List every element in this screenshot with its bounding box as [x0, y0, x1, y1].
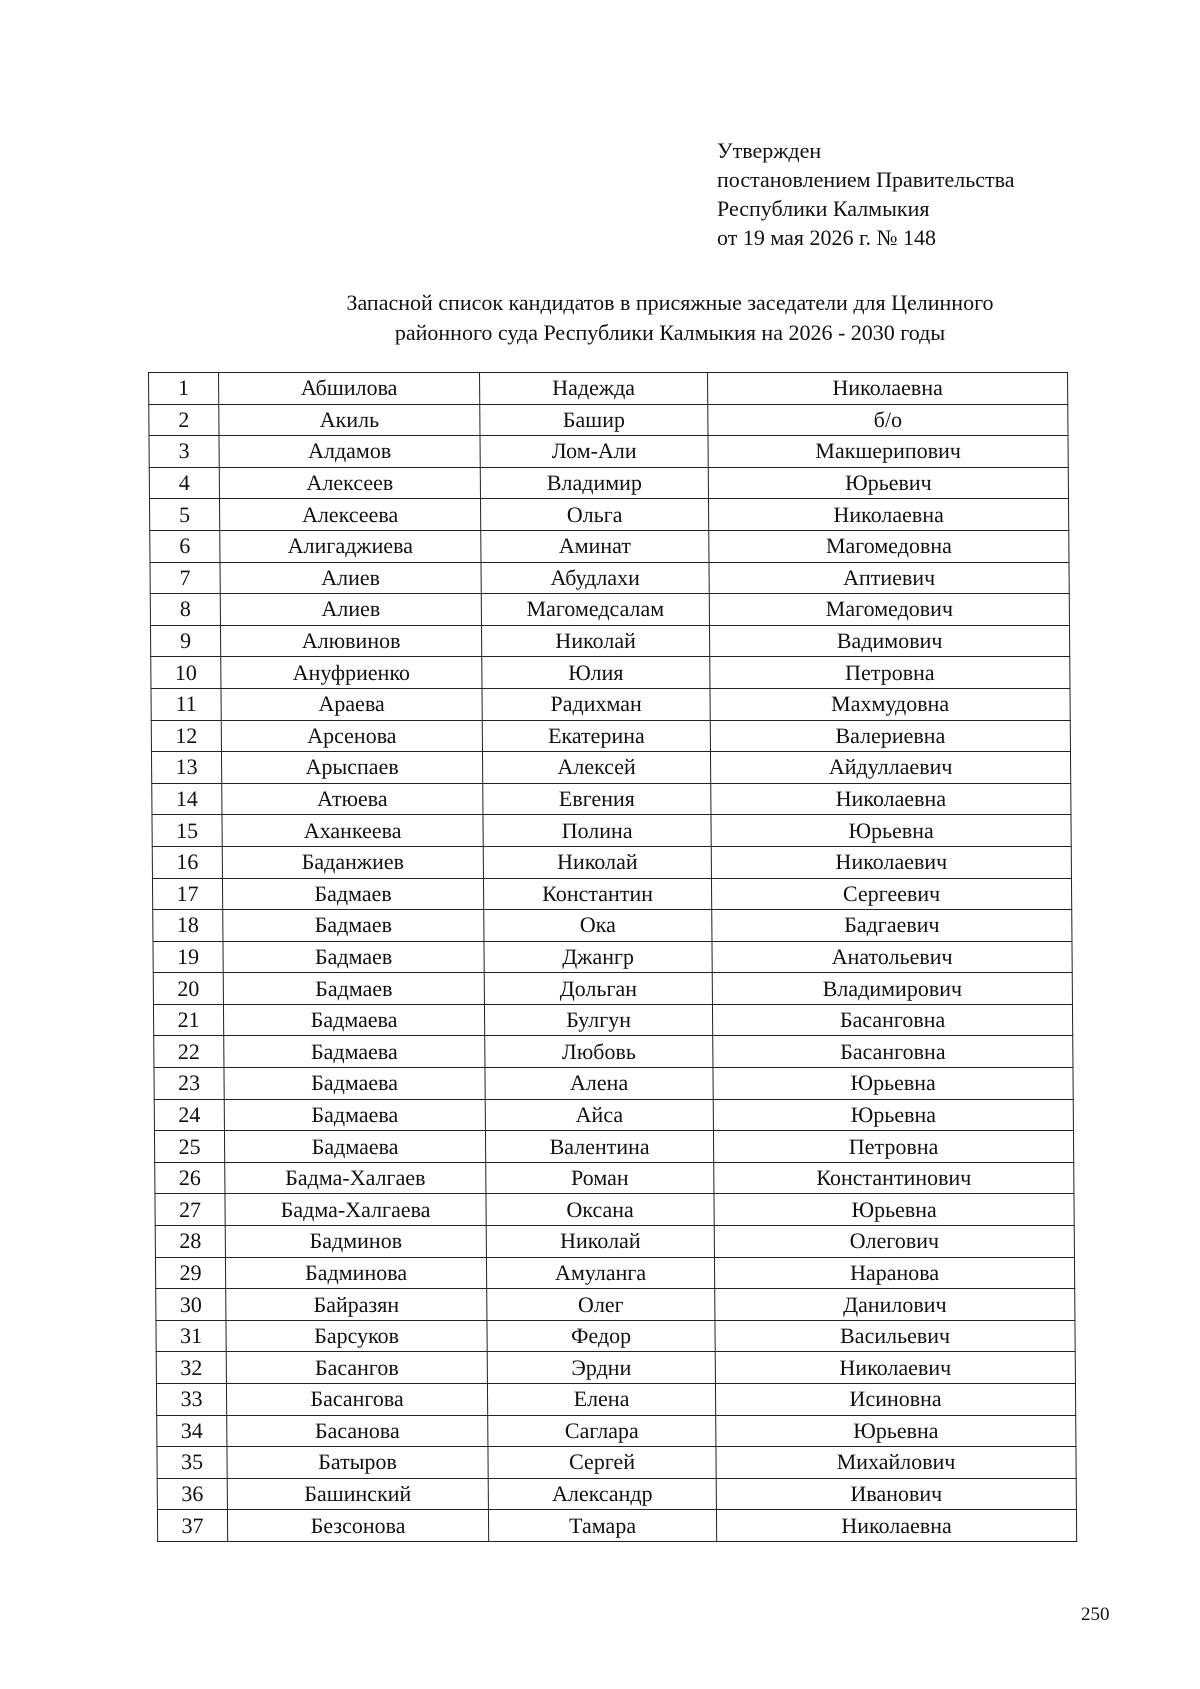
first-name-cell: Владимир: [480, 467, 708, 499]
first-name-cell: Булгун: [484, 1004, 712, 1036]
table-row: [152, 783, 1071, 815]
patronymic-cell: Исиновна: [715, 1384, 1075, 1416]
patronymic-cell: Анатольевич: [712, 941, 1072, 973]
title-line-2: районного суда Республики Калмыкия на 2026 - 2030 годы: [394, 320, 946, 345]
last-name-cell: Алювинов: [220, 625, 481, 657]
first-name-cell: Надежда: [480, 373, 708, 405]
patronymic-cell: Николаевна: [716, 1510, 1076, 1542]
row-number-cell: 29: [155, 1257, 225, 1289]
last-name-cell: Басангова: [226, 1384, 487, 1416]
last-name-cell: Башинский: [227, 1478, 488, 1510]
table-row: [149, 436, 1068, 468]
document-title: [130, 288, 1200, 348]
patronymic-cell: Юрьевна: [713, 1068, 1073, 1100]
table-row: [157, 1447, 1076, 1479]
first-name-cell: Эрдни: [487, 1352, 715, 1384]
last-name-cell: Ануфриенко: [221, 657, 482, 689]
approval-line-3: Республики Калмыкия: [717, 196, 930, 221]
first-name-cell: Юлия: [482, 657, 710, 689]
table-row: [150, 562, 1069, 594]
table-row: [157, 1415, 1076, 1447]
patronymic-cell: Валериевна: [710, 720, 1070, 752]
patronymic-cell: Васильевич: [715, 1320, 1075, 1352]
table-row: [149, 373, 1068, 405]
last-name-cell: Баданжиев: [222, 846, 483, 878]
first-name-cell: Екатерина: [482, 720, 710, 752]
patronymic-cell: Владимирович: [712, 973, 1072, 1005]
row-number-cell: 12: [151, 720, 221, 752]
patronymic-cell: Юрьевич: [708, 467, 1068, 499]
last-name-cell: Араева: [221, 688, 482, 720]
first-name-cell: Джангр: [484, 941, 712, 973]
patronymic-cell: Басанговна: [713, 1036, 1073, 1068]
candidates-table: [148, 372, 1077, 1542]
patronymic-cell: Николаевич: [711, 846, 1071, 878]
table-row: [152, 846, 1071, 878]
patronymic-cell: Николаевна: [711, 783, 1071, 815]
patronymic-cell: Наранова: [714, 1257, 1074, 1289]
table-row: [152, 878, 1071, 910]
patronymic-cell: Вадимович: [709, 625, 1069, 657]
table-row: [151, 657, 1070, 689]
patronymic-cell: Михайлович: [716, 1447, 1076, 1479]
first-name-cell: Тамара: [488, 1510, 716, 1542]
patronymic-cell: Аптиевич: [709, 562, 1069, 594]
table-row: [149, 467, 1068, 499]
row-number-cell: 24: [154, 1099, 224, 1131]
row-number-cell: 30: [156, 1289, 226, 1321]
row-number-cell: 32: [156, 1352, 226, 1384]
patronymic-cell: Петровна: [713, 1131, 1073, 1163]
patronymic-cell: Николаевна: [708, 373, 1068, 405]
patronymic-cell: Махмудовна: [710, 688, 1070, 720]
row-number-cell: 9: [150, 625, 220, 657]
patronymic-cell: Юрьевна: [711, 815, 1071, 847]
table-row: [154, 1068, 1073, 1100]
first-name-cell: Константин: [483, 878, 711, 910]
row-number-cell: 34: [157, 1415, 227, 1447]
last-name-cell: Аханкеева: [222, 815, 483, 847]
row-number-cell: 2: [149, 404, 219, 436]
patronymic-cell: Олегович: [714, 1226, 1074, 1258]
first-name-cell: Любовь: [485, 1036, 713, 1068]
first-name-cell: Магомедсалам: [481, 594, 709, 626]
table-row: [151, 720, 1070, 752]
last-name-cell: Бадмаев: [223, 941, 484, 973]
patronymic-cell: Бадгаевич: [712, 910, 1072, 942]
row-number-cell: 28: [155, 1226, 225, 1258]
table-row: [149, 404, 1068, 436]
table-row: [150, 594, 1069, 626]
last-name-cell: Басангов: [226, 1352, 487, 1384]
approval-line-2: постановлением Правительства: [717, 167, 1015, 192]
first-name-cell: Евгения: [483, 783, 711, 815]
patronymic-cell: Юрьевна: [713, 1099, 1073, 1131]
first-name-cell: Николай: [483, 846, 711, 878]
first-name-cell: Амуланга: [486, 1257, 714, 1289]
table-row: [151, 688, 1070, 720]
first-name-cell: Валентина: [485, 1131, 713, 1163]
patronymic-cell: Иванович: [716, 1478, 1076, 1510]
table-row: [153, 941, 1072, 973]
patronymic-cell: Сергеевич: [711, 878, 1071, 910]
first-name-cell: Алена: [485, 1068, 713, 1100]
last-name-cell: Бадмаева: [224, 1131, 485, 1163]
first-name-cell: Дольган: [484, 973, 712, 1005]
first-name-cell: Лом-Али: [480, 436, 708, 468]
title-line-1: Запасной список кандидатов в присяжные заседатели для Целинного: [346, 290, 994, 315]
patronymic-cell: Юрьевна: [716, 1415, 1076, 1447]
first-name-cell: Оксана: [486, 1194, 714, 1226]
last-name-cell: Батыров: [227, 1447, 488, 1479]
table-row: [153, 910, 1072, 942]
first-name-cell: Александр: [488, 1478, 716, 1510]
last-name-cell: Арсенова: [221, 720, 482, 752]
table-row: [151, 752, 1070, 784]
last-name-cell: Атюева: [222, 783, 483, 815]
row-number-cell: 8: [150, 594, 220, 626]
table-row: [150, 530, 1069, 562]
row-number-cell: 15: [152, 815, 222, 847]
last-name-cell: Арыспаев: [221, 752, 482, 784]
last-name-cell: Бадма-Халгаева: [225, 1194, 486, 1226]
last-name-cell: Бадмаев: [223, 973, 484, 1005]
row-number-cell: 36: [157, 1478, 227, 1510]
patronymic-cell: Николаевна: [708, 499, 1068, 531]
last-name-cell: Бадма-Халгаев: [225, 1162, 486, 1194]
row-number-cell: 10: [151, 657, 221, 689]
last-name-cell: Бадмаева: [224, 1099, 485, 1131]
row-number-cell: 20: [153, 973, 223, 1005]
patronymic-cell: Петровна: [710, 657, 1070, 689]
row-number-cell: 6: [150, 530, 220, 562]
first-name-cell: Саглара: [488, 1415, 716, 1447]
row-number-cell: 13: [151, 752, 221, 784]
first-name-cell: Николай: [481, 625, 709, 657]
last-name-cell: Алигаджиева: [220, 530, 481, 562]
row-number-cell: 5: [149, 499, 219, 531]
last-name-cell: Байразян: [226, 1289, 487, 1321]
first-name-cell: Башир: [480, 404, 708, 436]
table-row: [152, 815, 1071, 847]
table-row: [157, 1510, 1076, 1542]
table-row: [156, 1384, 1075, 1416]
patronymic-cell: Магомедовна: [709, 530, 1069, 562]
table-row: [156, 1320, 1075, 1352]
last-name-cell: Бадмаева: [224, 1036, 485, 1068]
last-name-cell: Алексеев: [219, 467, 480, 499]
last-name-cell: Барсуков: [226, 1320, 487, 1352]
approval-line-1: Утвержден: [717, 138, 822, 163]
table-row: [155, 1194, 1074, 1226]
row-number-cell: 31: [156, 1320, 226, 1352]
first-name-cell: Роман: [486, 1162, 714, 1194]
first-name-cell: Радихман: [482, 688, 710, 720]
patronymic-cell: Макшерипович: [708, 436, 1068, 468]
table-row: [149, 499, 1068, 531]
patronymic-cell: Константинович: [714, 1162, 1074, 1194]
last-name-cell: Безсонова: [227, 1510, 488, 1542]
row-number-cell: 7: [150, 562, 220, 594]
row-number-cell: 19: [153, 941, 223, 973]
table-row: [154, 1036, 1073, 1068]
last-name-cell: Бадмаева: [224, 1068, 485, 1100]
patronymic-cell: Айдуллаевич: [710, 752, 1070, 784]
table-row: [157, 1478, 1076, 1510]
last-name-cell: Бадмаева: [223, 1004, 484, 1036]
row-number-cell: 35: [157, 1447, 227, 1479]
table-row: [154, 1099, 1073, 1131]
row-number-cell: 26: [155, 1162, 225, 1194]
last-name-cell: Бадмаев: [223, 910, 484, 942]
row-number-cell: 27: [155, 1194, 225, 1226]
row-number-cell: 4: [149, 467, 219, 499]
first-name-cell: Алексей: [482, 752, 710, 784]
last-name-cell: Абшилова: [219, 373, 480, 405]
table-row: [155, 1226, 1074, 1258]
table-row: [154, 1131, 1073, 1163]
first-name-cell: Аминат: [481, 530, 709, 562]
row-number-cell: 1: [149, 373, 219, 405]
patronymic-cell: Магомедович: [709, 594, 1069, 626]
table-row: [155, 1162, 1074, 1194]
patronymic-cell: б/о: [708, 404, 1068, 436]
first-name-cell: Полина: [483, 815, 711, 847]
patronymic-cell: Юрьевна: [714, 1194, 1074, 1226]
last-name-cell: Бадмаев: [222, 878, 483, 910]
row-number-cell: 33: [156, 1384, 226, 1416]
first-name-cell: Федор: [487, 1320, 715, 1352]
row-number-cell: 17: [152, 878, 222, 910]
table-row: [153, 1004, 1072, 1036]
first-name-cell: Сергей: [488, 1447, 716, 1479]
row-number-cell: 21: [153, 1004, 223, 1036]
row-number-cell: 11: [151, 688, 221, 720]
row-number-cell: 23: [154, 1068, 224, 1100]
first-name-cell: Айса: [485, 1099, 713, 1131]
page-number: 250: [1081, 1604, 1110, 1625]
last-name-cell: Бадминова: [225, 1257, 486, 1289]
last-name-cell: Алиев: [220, 562, 481, 594]
first-name-cell: Елена: [487, 1384, 715, 1416]
row-number-cell: 16: [152, 846, 222, 878]
last-name-cell: Алиев: [220, 594, 481, 626]
first-name-cell: Николай: [486, 1226, 714, 1258]
row-number-cell: 37: [157, 1510, 227, 1542]
approval-block: [717, 136, 1015, 252]
candidates-table-body: [149, 373, 1077, 1542]
row-number-cell: 14: [152, 783, 222, 815]
table-row: [156, 1289, 1075, 1321]
table-row: [156, 1352, 1075, 1384]
first-name-cell: Ока: [484, 910, 712, 942]
row-number-cell: 22: [154, 1036, 224, 1068]
row-number-cell: 18: [153, 910, 223, 942]
last-name-cell: Акиль: [219, 404, 480, 436]
last-name-cell: Алдамов: [219, 436, 480, 468]
candidates-table-wrapper: [148, 372, 1076, 1542]
table-row: [153, 973, 1072, 1005]
patronymic-cell: Николаевич: [715, 1352, 1075, 1384]
last-name-cell: Бадминов: [225, 1226, 486, 1258]
last-name-cell: Алексеева: [219, 499, 480, 531]
approval-line-4: от 19 мая 2026 г. № 148: [717, 225, 937, 250]
table-row: [150, 625, 1069, 657]
first-name-cell: Абудлахи: [481, 562, 709, 594]
first-name-cell: Ольга: [480, 499, 708, 531]
table-row: [155, 1257, 1074, 1289]
first-name-cell: Олег: [487, 1289, 715, 1321]
last-name-cell: Басанова: [227, 1415, 488, 1447]
row-number-cell: 25: [154, 1131, 224, 1163]
row-number-cell: 3: [149, 436, 219, 468]
patronymic-cell: Данилович: [715, 1289, 1075, 1321]
patronymic-cell: Басанговна: [712, 1004, 1072, 1036]
